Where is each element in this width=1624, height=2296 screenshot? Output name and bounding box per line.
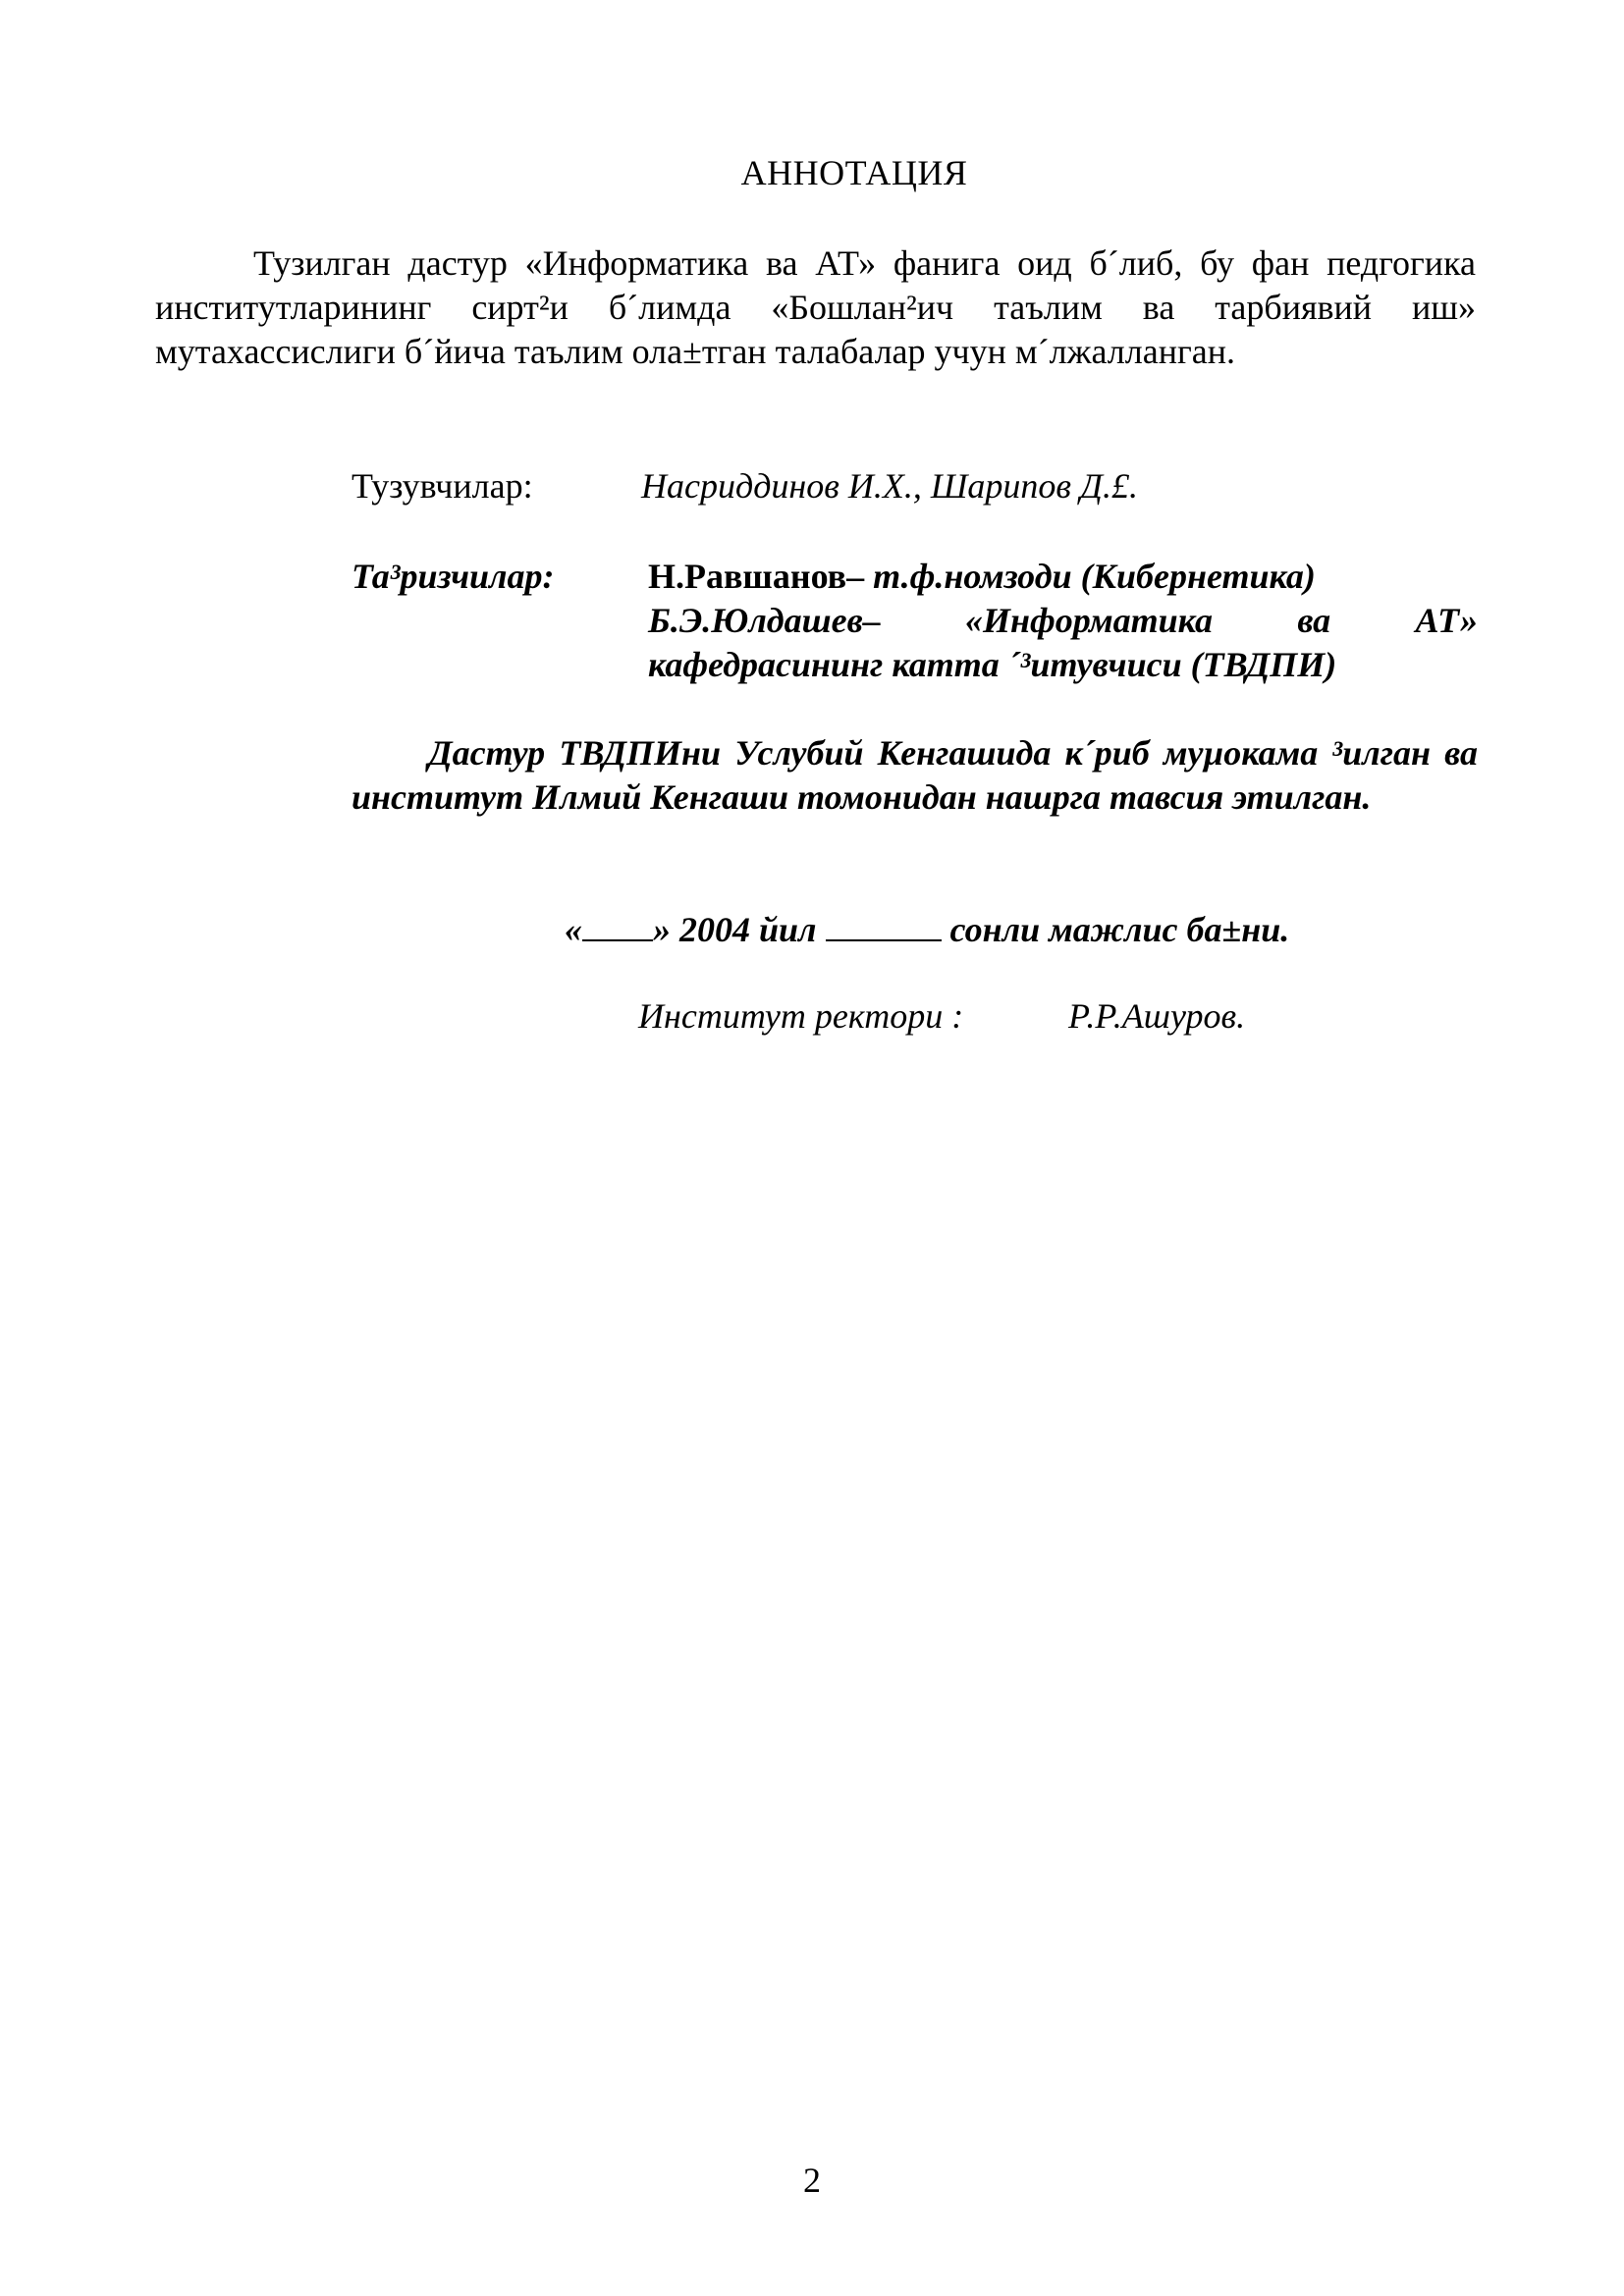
reviewer-1-name: Н.Равшанов– <box>648 557 865 596</box>
compilers-names: Насриддинов И.Х., Шарипов Д.£. <box>641 466 1138 506</box>
minutes-suffix: сонли мажлис ба±ни. <box>941 910 1290 949</box>
abstract-paragraph: Тузилган дастур «Информатика ва АТ» фанига оид б´либ, бу фан педгогика институтларининг сирт²и б´лимда «Бошлан²ич таълим ва тарбиявий иш» мутахассислиги б´йича таълим ола±тган талабалар учун м´лжалланган. <box>155 243 1476 371</box>
page-title: АННОТАЦИЯ <box>740 153 968 192</box>
reviewer-2-title-b: ва <box>1297 601 1331 640</box>
reviewer-2-title-c: АТ» <box>1415 601 1478 640</box>
rector-name: Р.Р.Ашуров. <box>1068 996 1246 1036</box>
number-blank <box>826 910 942 941</box>
minutes-open-quote: « <box>565 910 582 949</box>
compilers-label: Тузувчилар: <box>352 466 533 506</box>
day-blank <box>582 910 653 941</box>
reviewer-2-title-line2: кафедрасининг катта ´³итувчиси (ТВДПИ) <box>648 645 1337 684</box>
rector-label: Институт ректори : <box>638 996 964 1036</box>
approval-statement: Дастур ТВДПИни Услубий Кенгашида к´риб муµокама ³илган ва институт Илмий Кенгаши томонидан нашрга тавсия этилган. <box>352 733 1478 817</box>
reviewers-label: Та³ризчилар: <box>352 557 555 596</box>
minutes-year: » 2004 йил <box>653 910 826 949</box>
reviewer-2-title-a: «Информатика <box>965 601 1214 640</box>
meeting-minutes-line <box>565 908 1289 952</box>
reviewer-2-line1 <box>648 599 1478 643</box>
reviewer-1 <box>648 555 1478 599</box>
reviewer-2 <box>648 599 1478 687</box>
reviewer-2-name: Б.Э.Юлдашев– <box>648 601 881 640</box>
page-number: 2 <box>803 2161 821 2200</box>
reviewer-1-title: т.ф.номзоди (Кибернетика) <box>864 557 1316 596</box>
